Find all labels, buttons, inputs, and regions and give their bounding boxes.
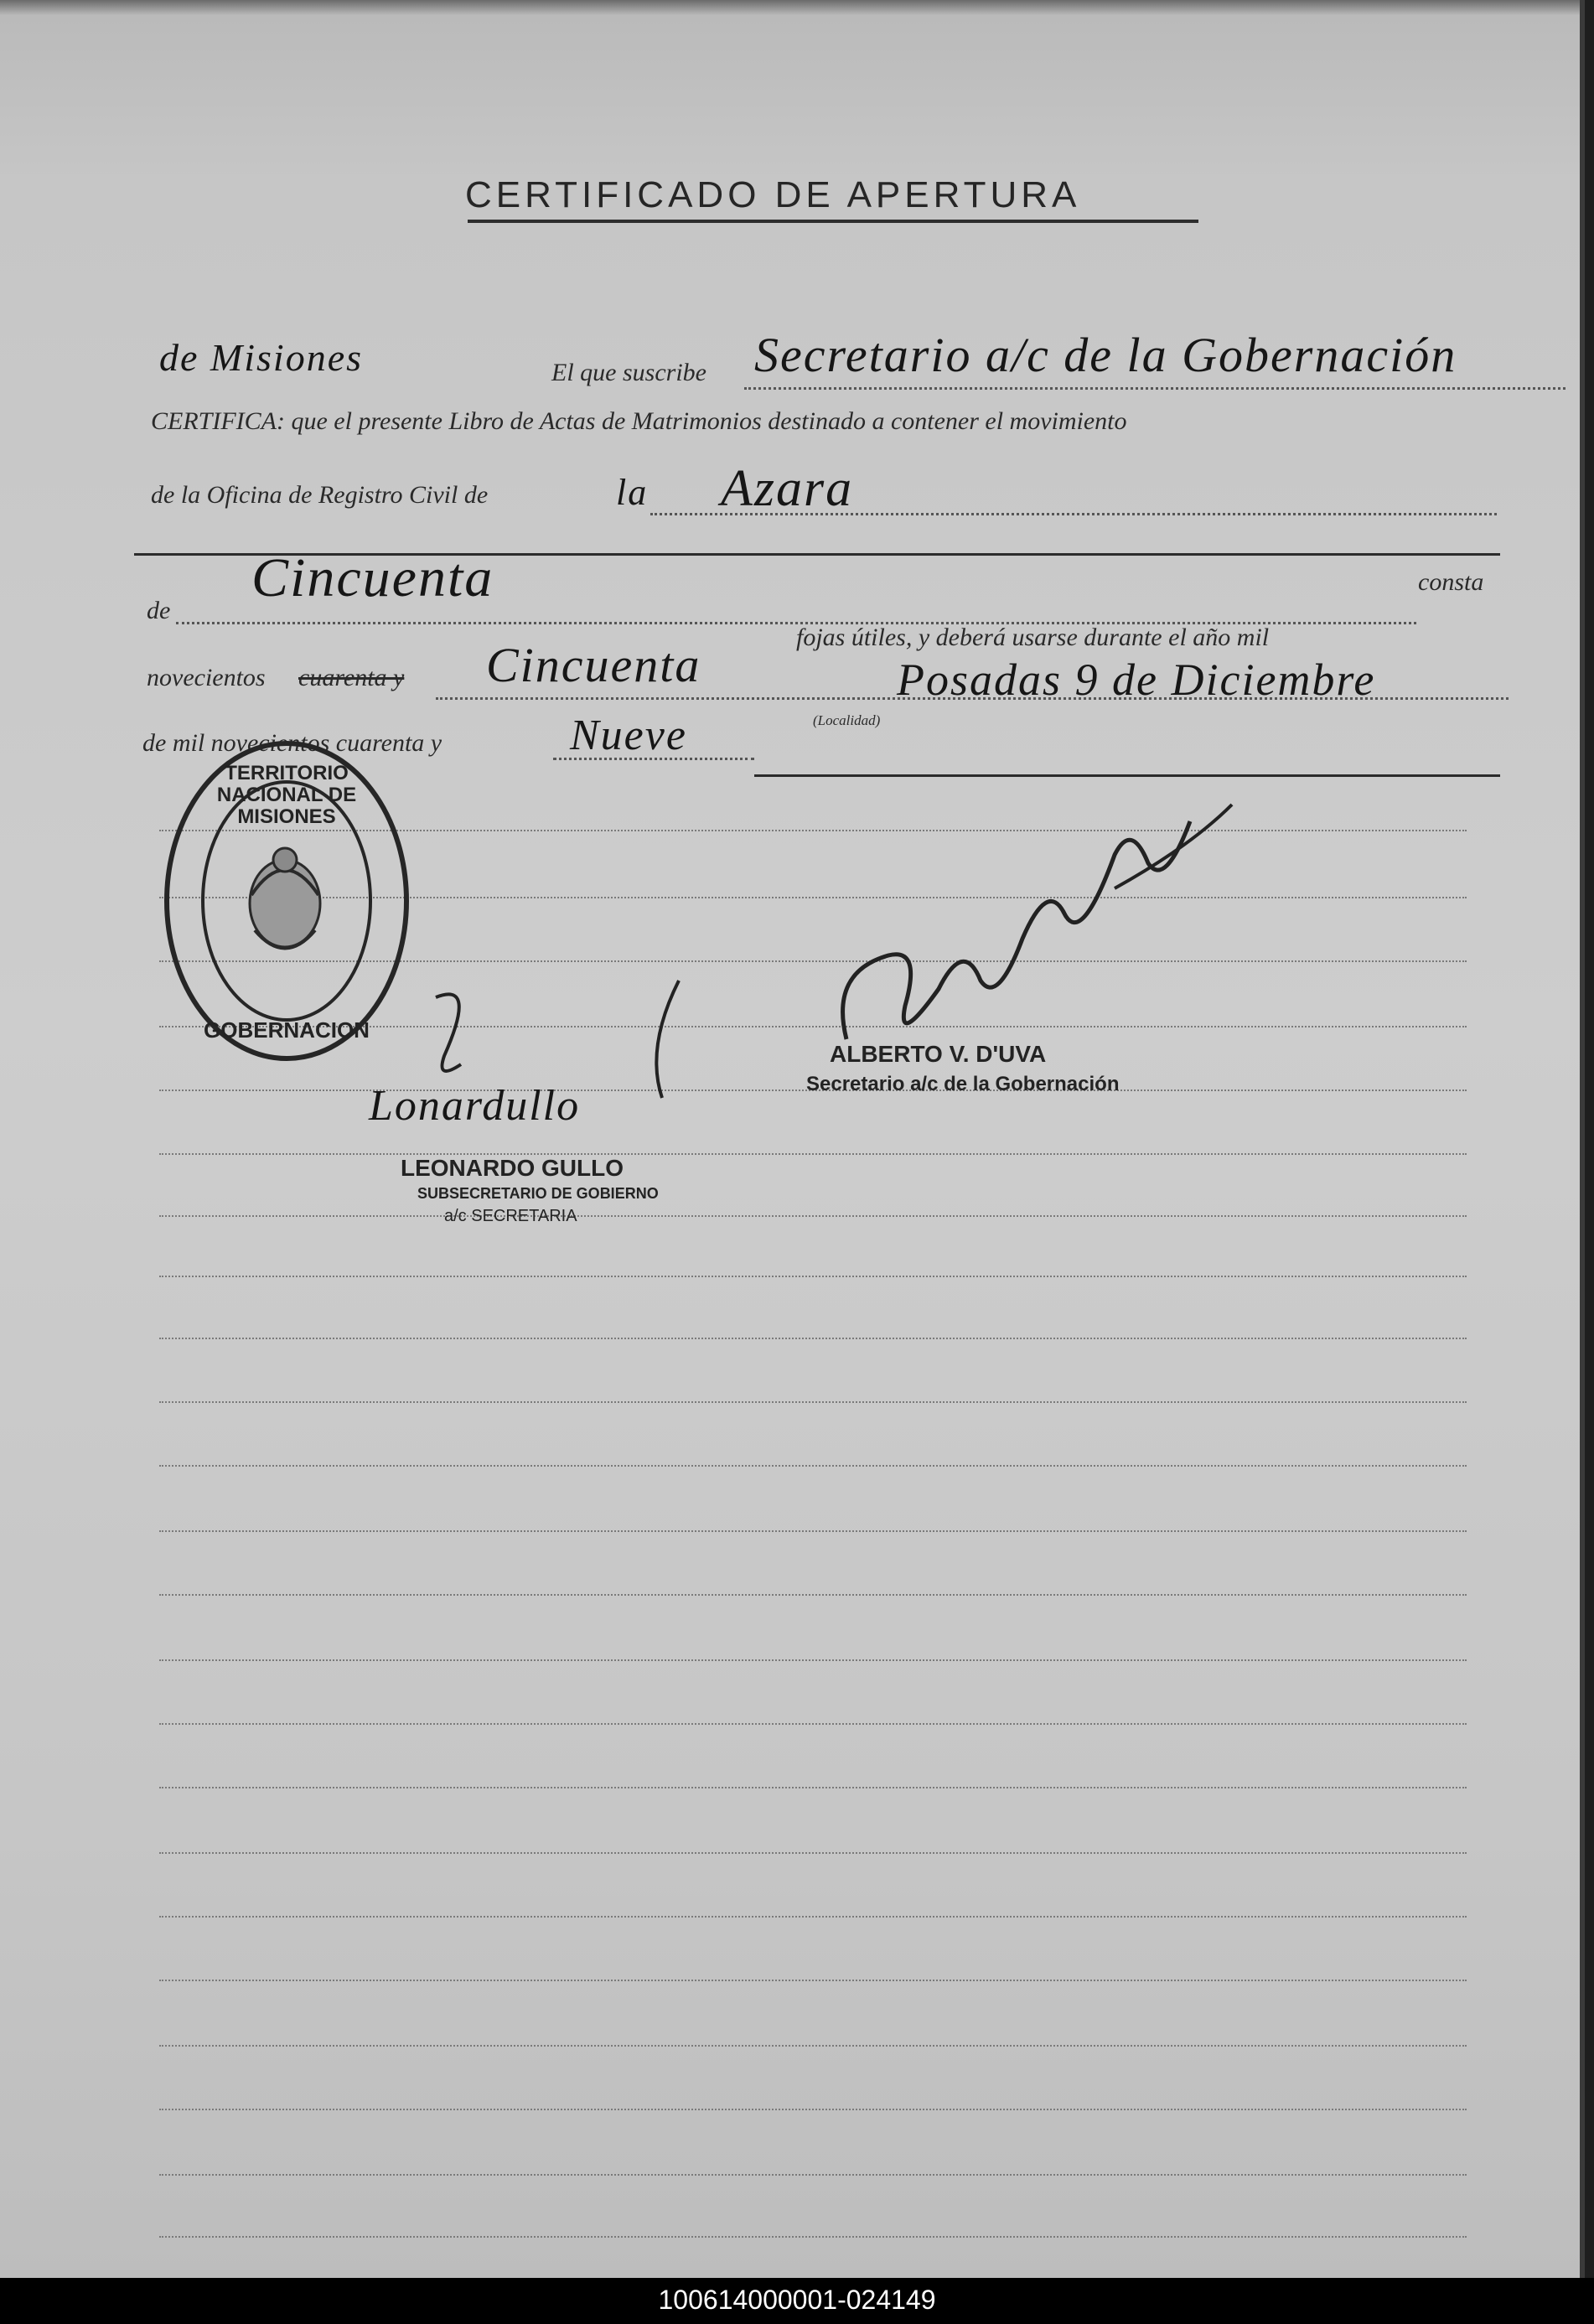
- fojas-value: Cincuenta: [251, 547, 494, 608]
- left-signer-title: SUBSECRETARIO DE GOBIERNO: [417, 1185, 659, 1202]
- ruled-line: [159, 2236, 1467, 2238]
- de-label: de: [147, 597, 171, 624]
- ruled-line: [159, 1916, 1467, 1918]
- oficina-article: la: [616, 472, 649, 513]
- suscribe-label: El que suscribe: [551, 359, 706, 386]
- ruled-line: [159, 1723, 1467, 1725]
- document-title: CERTIFICADO DE APERTURA: [465, 174, 1081, 215]
- oficina-label: de la Oficina de Registro Civil de: [151, 481, 489, 509]
- consta-label: consta: [1418, 568, 1484, 596]
- struck-text: cuarenta y: [298, 664, 405, 691]
- ruled-line: [159, 1852, 1467, 1854]
- coat-of-arms-icon: [250, 848, 320, 949]
- ruled-line: [159, 1215, 1467, 1217]
- ruled-line: [159, 1401, 1467, 1403]
- left-signer-subtitle: a/c SECRETARIA: [444, 1207, 577, 1225]
- ruled-line: [159, 1153, 1467, 1155]
- ruled-line: [159, 1465, 1467, 1467]
- image-id-label: 100614000001-024149: [658, 2285, 936, 2315]
- page-top-edge: [0, 0, 1580, 15]
- right-signer-title: Secretario a/c de la Gobernación: [806, 1073, 1120, 1095]
- ruled-line: [159, 1276, 1467, 1277]
- localidad-label: (Localidad): [813, 712, 881, 728]
- ruled-line: [159, 1338, 1467, 1339]
- left-signature-handwriting: Lonardullo: [369, 1082, 581, 1130]
- fojas-label: fojas útiles, y deberá usarse durante el año mil: [796, 624, 1270, 651]
- suscribe-dotted-line: [744, 387, 1566, 390]
- suscribe-value: Secretario a/c de la Gobernación: [754, 328, 1457, 382]
- place-date-value: Posadas 9 de Diciembre: [897, 655, 1376, 705]
- certifica-text: CERTIFICA: que el presente Libro de Actas de Matrimonios destinado a contener el movimiento: [151, 407, 1127, 435]
- ruled-line: [159, 2045, 1467, 2047]
- mil-rule: [754, 774, 1500, 777]
- title-underline: [468, 220, 1198, 223]
- year-suffix-value: Nueve: [570, 712, 687, 759]
- novecientos-label: novecientos: [147, 664, 266, 691]
- oficina-value: Azara: [721, 460, 854, 517]
- handwritten-prefix: de Misiones: [159, 336, 364, 379]
- ruled-line: [159, 2174, 1467, 2176]
- ruled-line: [159, 1530, 1467, 1532]
- year-value: Cincuenta: [486, 638, 701, 692]
- left-signer-name: LEONARDO GULLO: [401, 1155, 624, 1181]
- ruled-line: [159, 2109, 1467, 2110]
- seal-bottom-text: GOBERNACION: [204, 1017, 370, 1043]
- seal-top-text: TERRITORIO NACIONAL DE MISIONES: [216, 762, 357, 828]
- right-signer-name: ALBERTO V. D'UVA: [830, 1041, 1047, 1067]
- ruled-line: [159, 1659, 1467, 1661]
- ruled-line: [159, 1787, 1467, 1788]
- mil-label: de mil novecientos cuarenta y: [142, 729, 442, 757]
- ruled-line: [159, 1594, 1467, 1596]
- ruled-line: [159, 1980, 1467, 1981]
